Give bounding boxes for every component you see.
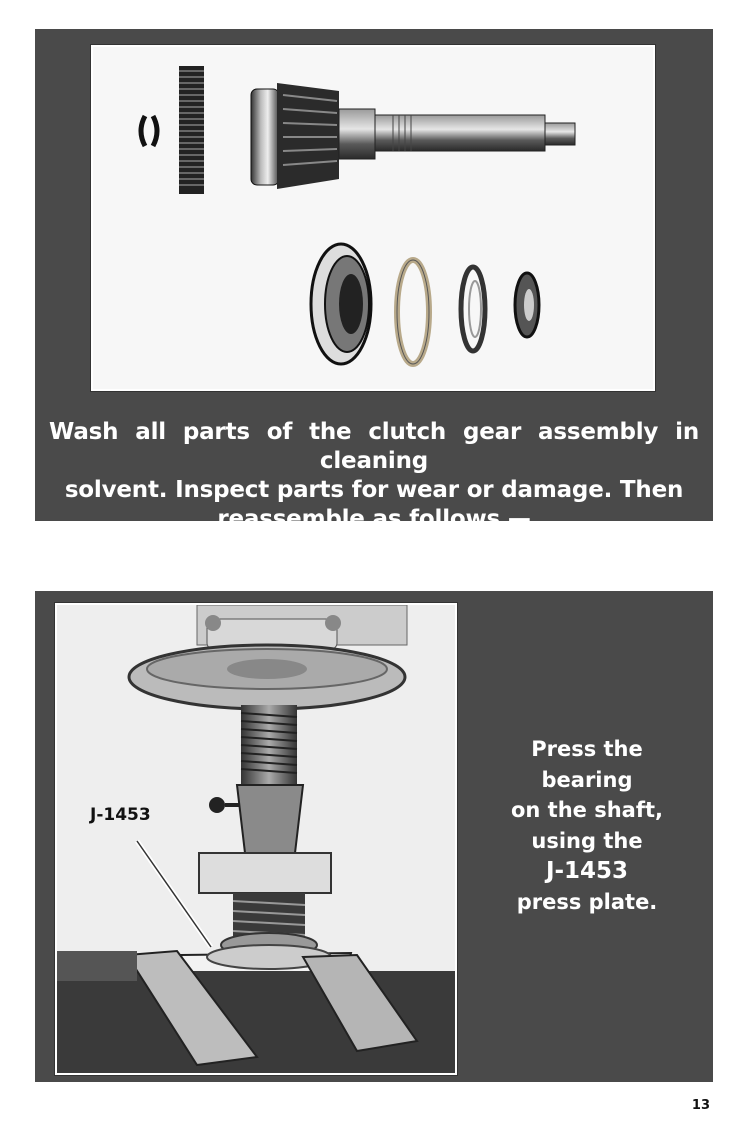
top-caption-line: Wash all parts of the clutch gear assembly in cleaning xyxy=(49,419,699,474)
bottom-panel xyxy=(35,591,713,1082)
tool-callout-label: J-1453 xyxy=(90,805,151,825)
press-screw xyxy=(241,705,297,785)
roller-bearings xyxy=(179,66,204,194)
bottom-caption-line: press plate. xyxy=(516,889,658,914)
ball-bearing xyxy=(311,244,371,364)
press-ram xyxy=(209,785,303,853)
page-number: 13 xyxy=(691,1098,710,1113)
handwheel xyxy=(129,645,405,709)
bottom-caption-tool-number: J-1453 xyxy=(545,858,629,884)
clutch-gear-shaft xyxy=(251,83,575,189)
press-head xyxy=(197,605,407,649)
retainer-ring xyxy=(461,267,485,351)
adapter-block xyxy=(199,853,331,893)
bottom-caption xyxy=(467,734,707,917)
snap-ring xyxy=(141,116,157,146)
bottom-caption-line: on the shaft, xyxy=(510,798,663,822)
arbor-press-illustration xyxy=(57,605,455,1073)
arbor-press-photo xyxy=(55,603,457,1075)
lock-nut xyxy=(515,273,539,337)
bottom-caption-line: bearing xyxy=(541,767,633,792)
top-caption-line: reassemble as follows — xyxy=(217,506,531,532)
bottom-caption-line: Press the xyxy=(531,737,643,761)
clutch-gear-parts-photo xyxy=(91,45,655,391)
bottom-caption-line: using the xyxy=(531,828,643,853)
clutch-gear-parts-illustration xyxy=(93,47,653,389)
top-caption xyxy=(49,418,699,534)
washer xyxy=(397,260,429,364)
top-panel xyxy=(35,29,713,532)
top-caption-line: solvent. Inspect parts for wear or damage. Then xyxy=(64,477,684,503)
